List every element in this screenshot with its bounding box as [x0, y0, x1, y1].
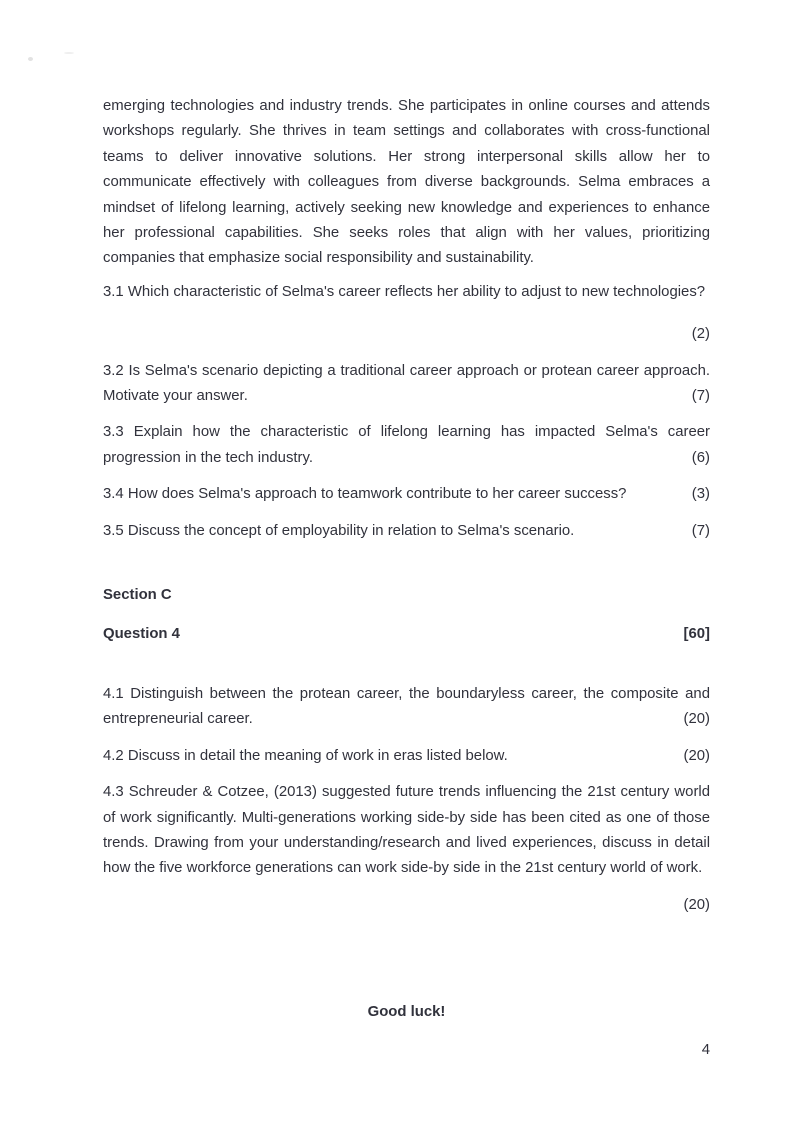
question-3-4: [103, 482, 710, 507]
question-4-3-text: 4.3 Schreuder & Cotzee, (2013) suggested future trends influencing the 21st century world of work significantly. Multi-generations working side-by side has been cited as one of those trends. Drawing from your understanding/research and lived experiences, discuss in detail how the five workforce generations can work side-by side in the 21st century world of work.: [103, 784, 710, 877]
question-3-2-text: 3.2 Is Selma's scenario depicting a traditional career approach or protean career approach. Motivate your answer.: [103, 362, 710, 405]
question-4-3: [103, 780, 710, 882]
question-4-total-marks: [60]: [683, 625, 710, 642]
question-4-1: [103, 682, 710, 733]
question-4-3-marks: (20): [683, 896, 710, 913]
good-luck-text: Good luck!: [367, 1004, 446, 1021]
question-3-1-text: 3.1 Which characteristic of Selma's career reflects her ability to adjust to new technologies?: [103, 283, 706, 300]
question-3-4-text: 3.4 How does Selma's approach to teamwork contribute to her career success?: [103, 486, 627, 503]
scan-smudge: [28, 57, 33, 61]
question-3-2: [103, 359, 710, 410]
question-4-2-marks: (20): [683, 747, 710, 764]
question-3-5-marks: (7): [691, 522, 710, 539]
question-3-3-marks: (6): [691, 449, 710, 466]
question-3-2-marks: (7): [691, 388, 710, 405]
question-4-2: [103, 744, 710, 769]
page-content: [103, 94, 710, 1040]
scan-smudge: [64, 52, 74, 54]
question-3-5: [103, 519, 710, 544]
question-3-4-marks: (3): [691, 486, 710, 503]
page-number: 4: [701, 1042, 710, 1058]
scenario-paragraph: emerging technologies and industry trends. She participates in online courses and attends workshops regularly. She thrives in team settings and collaborates with cross-functional teams to deliver innovative solutions. Her strong interpersonal skills allow her to communicate effectively with colleagues from diverse backgrounds. Selma embraces a mindset of lifelong learning, actively seeking new knowledge and experiences to enhance her professional capabilities. She seeks roles that align with her values, prioritizing companies that emphasize social responsibility and sustainability.: [103, 98, 710, 267]
question-3-5-text: 3.5 Discuss the concept of employability in relation to Selma's scenario.: [103, 522, 575, 539]
question-4-2-text: 4.2 Discuss in detail the meaning of work in eras listed below.: [103, 747, 508, 764]
question-4-1-marks: (20): [683, 711, 710, 728]
question-3-3-text: 3.3 Explain how the characteristic of lifelong learning has impacted Selma's career progression in the tech industry.: [103, 424, 710, 466]
question-4-heading: Question 4: [103, 625, 180, 642]
question-4-1-text: 4.1 Distinguish between the protean career, the boundaryless career, the composite and entrepreneurial career.: [103, 685, 710, 728]
question-3-3: [103, 420, 710, 471]
question-3-1-marks: (2): [691, 326, 710, 343]
section-c-heading: Section C: [103, 587, 172, 604]
question-4-heading-row: [103, 622, 710, 647]
question-3-1: [103, 280, 710, 305]
